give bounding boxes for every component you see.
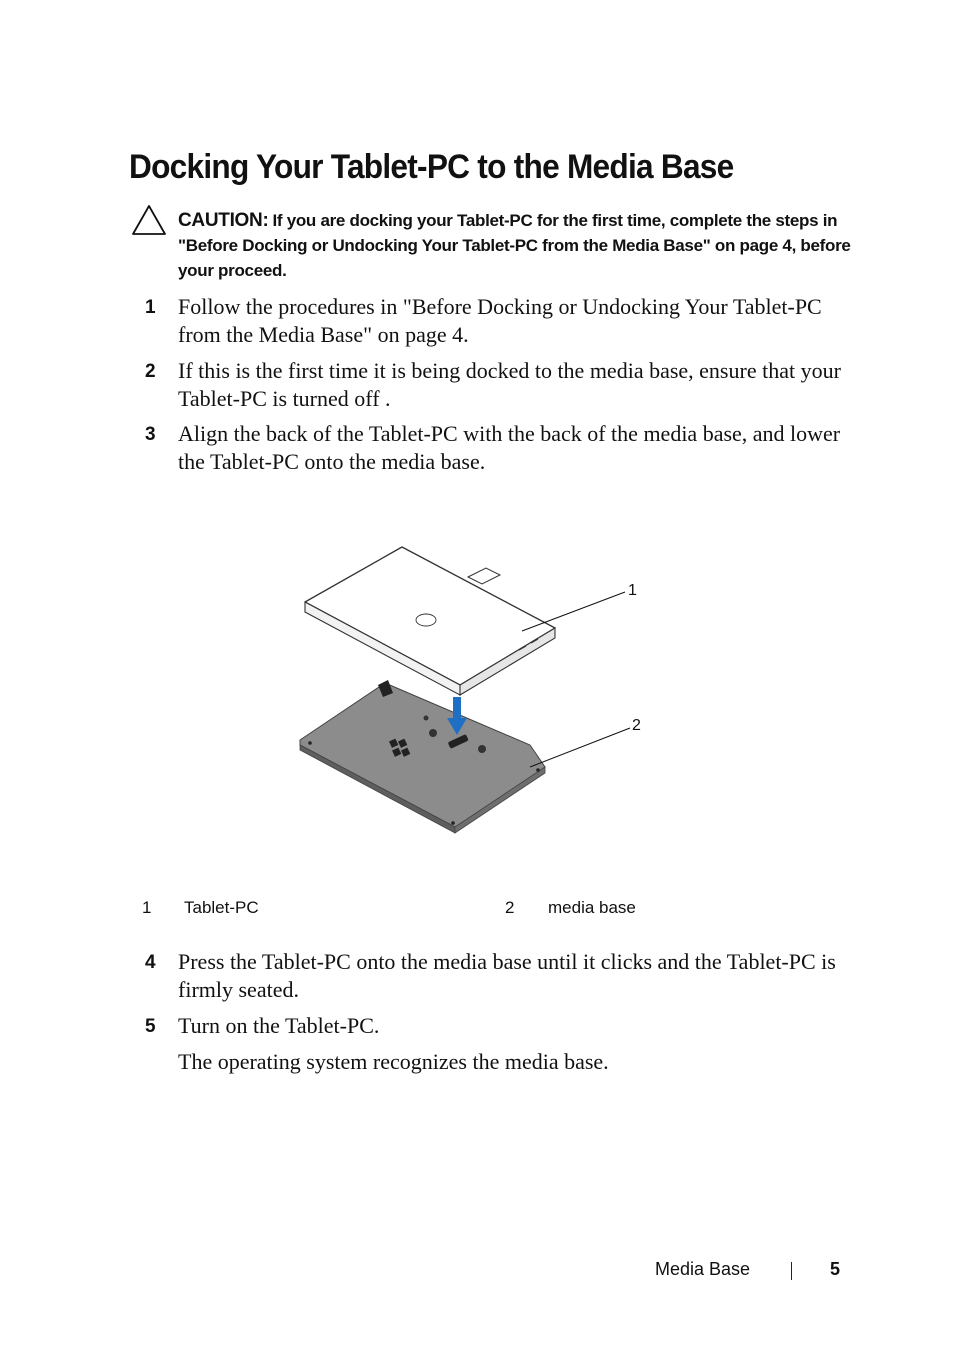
step-text-2: If this is the first time it is being docked to the media base, ensure that your Tablet-PC is turned off .: [178, 358, 841, 411]
caution-label: CAUTION:: [178, 210, 269, 231]
step-text-4: Press the Tablet-PC onto the media base until it clicks and the Tablet-PC is firmly seated.: [178, 949, 836, 1002]
legend-label-2: media base: [548, 898, 636, 917]
media-base: [300, 680, 545, 833]
footer-section: Media Base: [655, 1259, 751, 1279]
page-number: 5: [830, 1259, 841, 1279]
callout-lines: [522, 592, 630, 767]
step-text-3: Align the back of the Tablet-PC with the back of the media base, and lower the Tablet-PC onto the media base.: [178, 421, 841, 474]
step-text-1: Follow the procedures in "Before Docking or Undocking Your Tablet-PC from the Media Base" on page 4.: [178, 294, 822, 347]
callout-2: 2: [632, 717, 641, 734]
callout-1: 1: [628, 582, 637, 599]
footer-divider: [791, 1262, 792, 1280]
caution-text: If you are docking your Tablet-PC for the first time, complete the steps in "Before Docking or Undocking Your Tablet-PC from the Media Base" on page 4, before your proceed.: [178, 211, 851, 280]
legend-number-1: 1: [142, 898, 152, 917]
result-text: The operating system recognizes the media base.: [178, 1049, 609, 1074]
step-text-5: Turn on the Tablet-PC.: [178, 1013, 380, 1038]
step-number-5: 5: [145, 1016, 156, 1037]
legend-number-2: 2: [505, 898, 515, 917]
tablet-pc: [305, 547, 555, 695]
step-number-3: 3: [145, 424, 156, 445]
step-number-4: 4: [145, 952, 156, 973]
caution-note: [178, 208, 868, 283]
page-title: Docking Your Tablet-PC to the Media Base: [129, 148, 734, 186]
docking-illustration: [290, 535, 650, 845]
legend-label-1: Tablet-PC: [184, 898, 259, 917]
caution-triangle-icon: [130, 203, 168, 237]
step-number-2: 2: [145, 361, 156, 382]
step-number-1: 1: [145, 297, 156, 318]
